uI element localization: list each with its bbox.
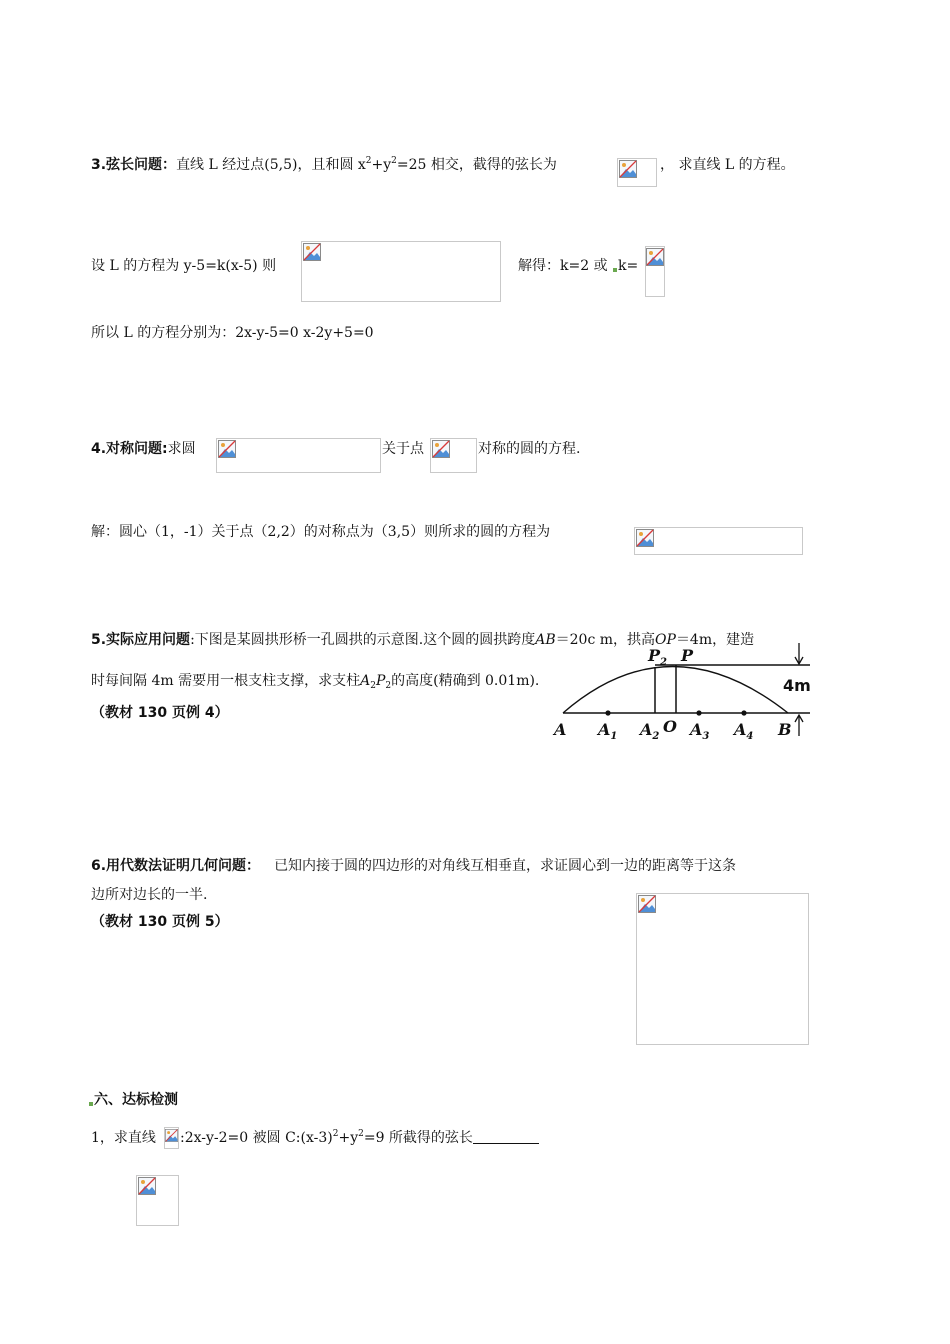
section6-q1-line <box>91 1128 156 1148</box>
q4-text-b-line <box>382 439 424 459</box>
q3-k-value-image <box>645 246 665 297</box>
q5-a2p2-s1: 2 <box>370 681 376 691</box>
q5-a2p2-b: P <box>375 673 386 689</box>
q3-sup2: 2 <box>391 156 397 166</box>
broken-image-icon <box>432 440 450 458</box>
q4-text-c: 对称的圆的方程. <box>478 441 581 457</box>
q3-sol-b: 解得：k=2 或 <box>518 258 608 274</box>
q3-answer: 所以 L 的方程分别为：2x-y-5=0 x-2y+5=0 <box>91 325 374 341</box>
q5-line2-a: 时每间隔 4m 需要用一根支柱支撑，求支柱 <box>91 673 361 689</box>
broken-image-icon <box>165 1129 178 1142</box>
q3-text-c: =25 相交，截得的弦长为 <box>396 157 557 173</box>
label-a4: $A_4$ <box>734 720 754 742</box>
q6-figure-image <box>636 893 809 1045</box>
label-b: B <box>778 720 792 739</box>
q3-text-d: ， 求直线 L 的方程。 <box>660 157 795 173</box>
q5-a2p2-a: A <box>360 673 371 689</box>
q5-a2p2-s2: 2 <box>385 681 392 691</box>
point-a3 <box>696 710 701 715</box>
q5-reference <box>91 703 229 723</box>
q3-sol-c: k= <box>618 258 639 274</box>
q3-sup1: 2 <box>365 156 372 166</box>
point-a1 <box>605 710 610 715</box>
q6-text-a: 已知内接于圆的四边形的对角线互相垂直，求证圆心到一边的距离等于这条 <box>274 858 737 874</box>
q6-problem-line2 <box>91 885 207 905</box>
section6-q1-b: :2x-y-2=0 被圆 C:(x-3) <box>180 1130 333 1146</box>
q3-equation-image <box>301 241 501 302</box>
q6-text-b: 边所对边长的一半. <box>91 887 208 903</box>
q3-answer-line <box>91 323 374 343</box>
q4-text-a: 求圆 <box>167 441 196 457</box>
q5-text-a: :下图是某圆拱形桥一孔圆拱的示意图.这个圆的圆拱跨度 <box>190 632 536 648</box>
q6-problem-line1 <box>91 856 736 876</box>
q4-answer-image <box>634 527 803 555</box>
q5-problem-line2 <box>91 671 539 691</box>
q3-heading: 3.弦长问题： <box>91 157 177 173</box>
broken-image-icon <box>636 529 654 547</box>
section6-heading: 六、达标检测 <box>94 1092 178 1108</box>
q5-text-c: ＝4m，建造 <box>675 632 755 648</box>
q4-text-c-line <box>478 439 580 459</box>
q3-solution-result <box>518 256 638 276</box>
q4-text-b: 关于点 <box>382 441 424 457</box>
section6-q1-a: 1，求直线 <box>91 1130 156 1146</box>
label-a3: $A_3$ <box>690 720 710 742</box>
q6-reference <box>91 912 229 932</box>
section6-q1-sup: 2 <box>332 1129 339 1139</box>
label-p2: $P_2$ <box>648 646 667 668</box>
point-a4 <box>741 710 746 715</box>
broken-image-icon <box>646 248 664 266</box>
q4-heading: 4.对称问题: <box>91 441 168 457</box>
section6-q1-sup2: 2 <box>358 1129 364 1139</box>
arch-bridge-diagram <box>545 640 825 750</box>
anchor-marker-icon <box>89 1102 93 1106</box>
label-a: A <box>554 720 567 739</box>
q5-line2-b: 的高度(精确到 0.01m). <box>391 673 540 689</box>
broken-image-icon <box>303 243 321 261</box>
label-4m: 4m <box>783 676 811 695</box>
q5-heading: 5.实际应用问题 <box>91 632 191 648</box>
q4-circle-equation-image <box>216 438 381 473</box>
q3-text-d-line <box>660 155 795 175</box>
section6-q1-c: +y <box>338 1130 359 1146</box>
q3-chord-length-image <box>617 158 657 187</box>
q5-ref: （教材 130 页例 4） <box>91 705 229 721</box>
anchor-marker-icon <box>613 268 617 272</box>
q4-point-image <box>430 438 477 473</box>
label-a1: $A_1$ <box>598 720 618 742</box>
q6-heading: 6.用代数法证明几何问题： <box>91 858 261 874</box>
section6-q1-rest <box>180 1128 539 1148</box>
label-p: P <box>681 646 694 665</box>
q3-text-b: +y <box>371 157 392 173</box>
section6-q1-d: =9 所截得的弦长 <box>363 1130 473 1146</box>
broken-image-icon <box>638 895 656 913</box>
q4-problem-line <box>91 439 196 459</box>
broken-image-icon <box>218 440 236 458</box>
broken-image-icon <box>138 1177 156 1195</box>
section6-line-label-image <box>164 1127 179 1149</box>
q3-problem-line <box>91 155 557 175</box>
q5-ab: AB <box>535 632 556 648</box>
section6-heading-line <box>88 1090 178 1110</box>
q4-solution-line <box>91 522 550 542</box>
q5-text-b: ＝20c m，拱高 <box>555 632 656 648</box>
section6-figure-image <box>136 1175 179 1226</box>
q4-solution: 解：圆心（1，-1）关于点（2,2）的对称点为（3,5）则所求的圆的方程为 <box>91 524 551 540</box>
broken-image-icon <box>619 160 637 178</box>
answer-blank[interactable] <box>473 1129 539 1144</box>
label-o: O <box>663 717 677 736</box>
q3-text-a: 直线 L 经过点(5,5)，且和圆 x <box>176 157 366 173</box>
label-a2: $A_2$ <box>640 720 660 742</box>
q3-sol-a: 设 L 的方程为 y-5=k(x-5) 则 <box>91 258 277 274</box>
q5-op: OP <box>655 632 676 648</box>
q3-solution-line <box>91 256 276 276</box>
q6-ref: （教材 130 页例 5） <box>91 914 229 930</box>
